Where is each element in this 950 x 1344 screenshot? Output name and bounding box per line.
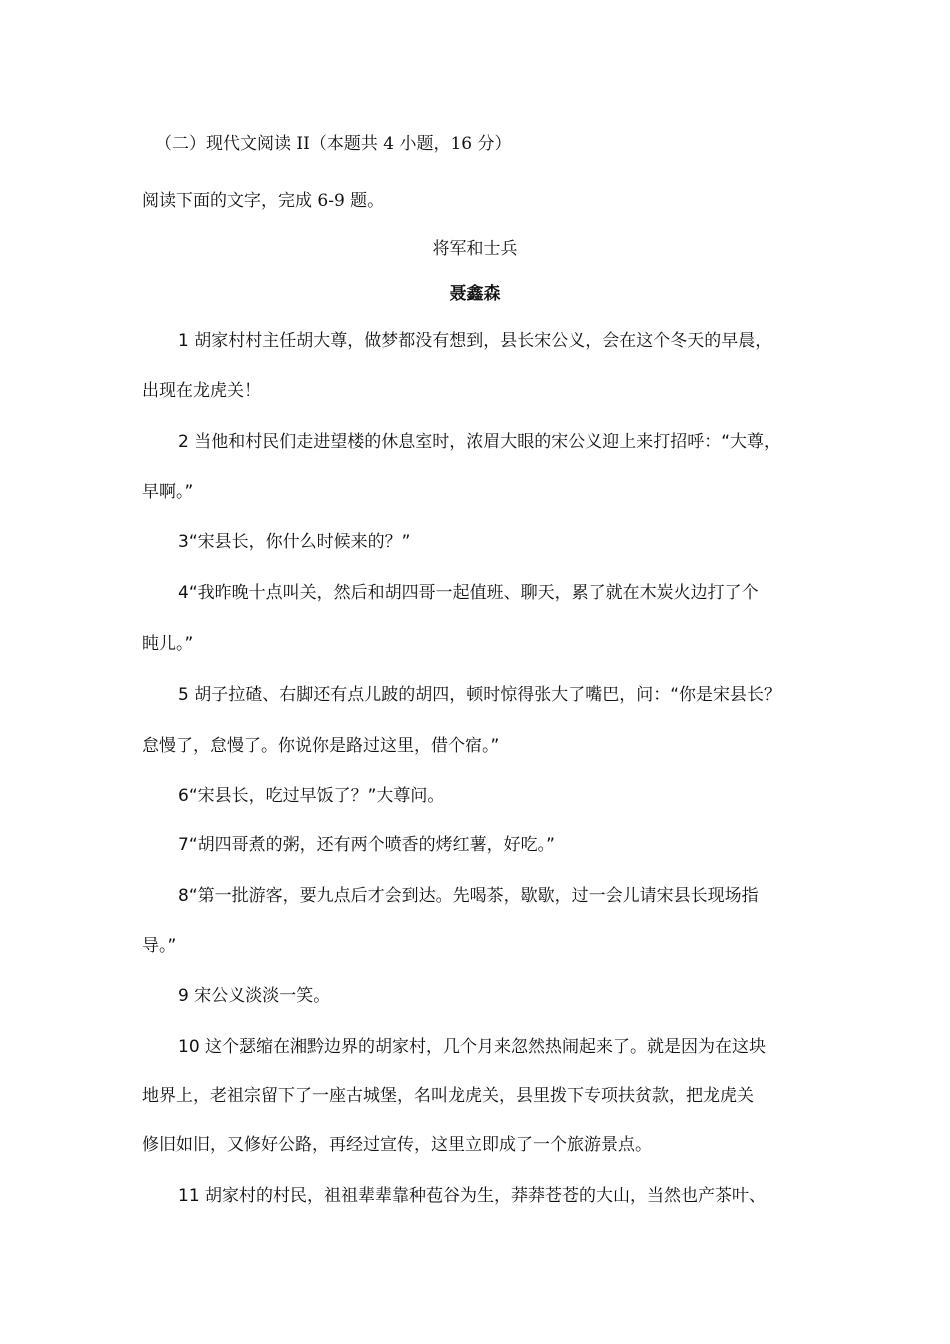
paragraph-line: 11 胡家村的村民，祖祖辈辈靠种苞谷为生，莽莽苍苍的大山，当然也产茶叶、 <box>178 1186 767 1206</box>
paragraph-line: 修旧如旧，又修好公路，再经过宣传，这里立即成了一个旅游景点。 <box>142 1135 652 1155</box>
paragraph-line: 3“宋县长，你什么时候来的？” <box>178 532 411 552</box>
paragraph-line: 1 胡家村村主任胡大尊，做梦都没有想到，县长宋公义，会在这个冬天的早晨， <box>178 331 773 351</box>
article-title: 将军和士兵 <box>432 239 518 259</box>
paragraph-line: 出现在龙虎关！ <box>142 381 261 401</box>
paragraph-line: 7“胡四哥煮的粥，还有两个喷香的烤红薯，好吃。” <box>178 835 555 855</box>
paragraph-line: 2 当他和村民们走进望楼的休息室时，浓眉大眼的宋公义迎上来打招呼：“大尊， <box>178 432 782 452</box>
paragraph-line: 8“第一批游客，要九点后才会到达。先喝茶，歇歇，过一会儿请宋县长现场指 <box>178 886 759 906</box>
paragraph-line: 导。” <box>142 936 177 956</box>
paragraph-line: 早啊。” <box>142 482 194 502</box>
paragraph-line: 10 这个瑟缩在湘黔边界的胡家村，几个月来忽然热闹起来了。就是因为在这块 <box>178 1037 767 1057</box>
section-heading: （二）现代文阅读 II（本题共 4 小题，16 分） <box>155 134 512 154</box>
article-author: 聂鑫森 <box>449 284 501 304</box>
paragraph-line: 9 宋公义淡淡一笑。 <box>178 986 331 1006</box>
paragraph-line: 4“我昨晚十点叫关，然后和胡四哥一起值班、聊天，累了就在木炭火边打了个 <box>178 583 759 603</box>
paragraph-line: 5 胡子拉碴、右脚还有点儿跛的胡四，顿时惊得张大了嘴巴，问：“你是宋县长？ <box>178 685 782 705</box>
paragraph-line: 地界上，老祖宗留下了一座古城堡，名叫龙虎关，县里拨下专项扶贫款，把龙虎关 <box>142 1086 754 1106</box>
paragraph-line: 6“宋县长，吃过早饭了？”大尊问。 <box>178 786 445 806</box>
instruction-text: 阅读下面的文字，完成 6-9 题。 <box>142 191 385 211</box>
paragraph-line: 盹儿。” <box>142 634 194 654</box>
paragraph-line: 怠慢了，怠慢了。你说你是路过这里，借个宿。” <box>142 736 500 756</box>
